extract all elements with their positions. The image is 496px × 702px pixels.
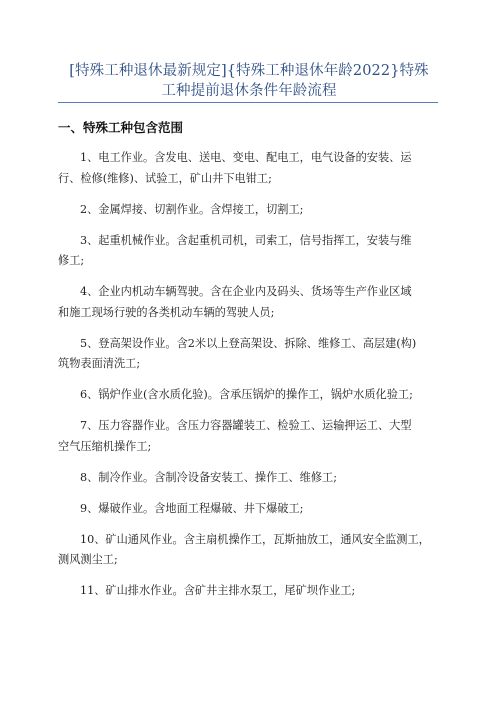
item-line-continued: 筑物表面清洗工; [58, 357, 141, 370]
item-line: 1、电工作业。含发电、送电、变电、配电工，电气设备的安装、运 [80, 151, 412, 164]
item-line: 5、登高架设作业。含2米以上登高架设、拆除、维修工、高层建(构) [80, 336, 417, 350]
list-item [58, 385, 440, 406]
item-line: 8、制冷作业。含制冷设备安装工、操作工、维修工; [80, 470, 338, 484]
list-item [58, 231, 440, 272]
item-line-continued: 行、检修(维修)、试验工，矿山井下电钳工; [58, 171, 272, 185]
document-title [58, 61, 440, 101]
item-line: 9、爆破作业。含地面工程爆破、井下爆破工; [80, 501, 304, 515]
section-heading: 一、特殊工种包含范围 [58, 120, 184, 135]
list-item [58, 499, 440, 520]
list-item [58, 530, 440, 571]
item-line: 10、矿山通风作业。含主扇机操作工，瓦斯抽放工，通风安全监测工， [80, 532, 430, 546]
list-item [58, 334, 440, 375]
list-item [58, 148, 440, 189]
title-divider [58, 102, 438, 103]
item-line-continued: 空气压缩机操作工; [58, 439, 152, 453]
title-line-1: [特殊工种退休最新规定]{特殊工种退休年龄2022}特殊 [69, 63, 429, 79]
item-line-continued: 修工; [58, 254, 85, 267]
list-item [58, 581, 440, 602]
item-line-continued: 测风测尘工; [58, 553, 118, 566]
list-item [58, 282, 440, 323]
item-line: 11、矿山排水作业。含矿井主排水泵工，尾矿坝作业工; [80, 584, 356, 597]
item-line: 2、金属焊接、切割作业。含焊接工，切割工; [80, 202, 304, 216]
list-item [58, 200, 440, 221]
item-line: 7、压力容器作业。含压力容器罐装工、检验工、运输押运工、大型 [80, 419, 412, 432]
item-line: 4、企业内机动车辆驾驶。含在企业内及码头、货场等生产作业区域 [80, 285, 412, 298]
item-list [58, 148, 440, 612]
item-line-continued: 和施工现场行驶的各类机动车辆的驾驶人员; [58, 305, 275, 319]
list-item [58, 416, 440, 457]
list-item [58, 468, 440, 489]
item-line: 3、起重机械作业。含起重机司机，司索工，信号指挥工，安装与维 [80, 233, 412, 247]
title-line-2: 工种提前退休条件年龄流程 [161, 83, 337, 99]
item-line: 6、锅炉作业(含水质化验)。含承压锅炉的操作工，锅炉水质化验工; [80, 388, 413, 401]
